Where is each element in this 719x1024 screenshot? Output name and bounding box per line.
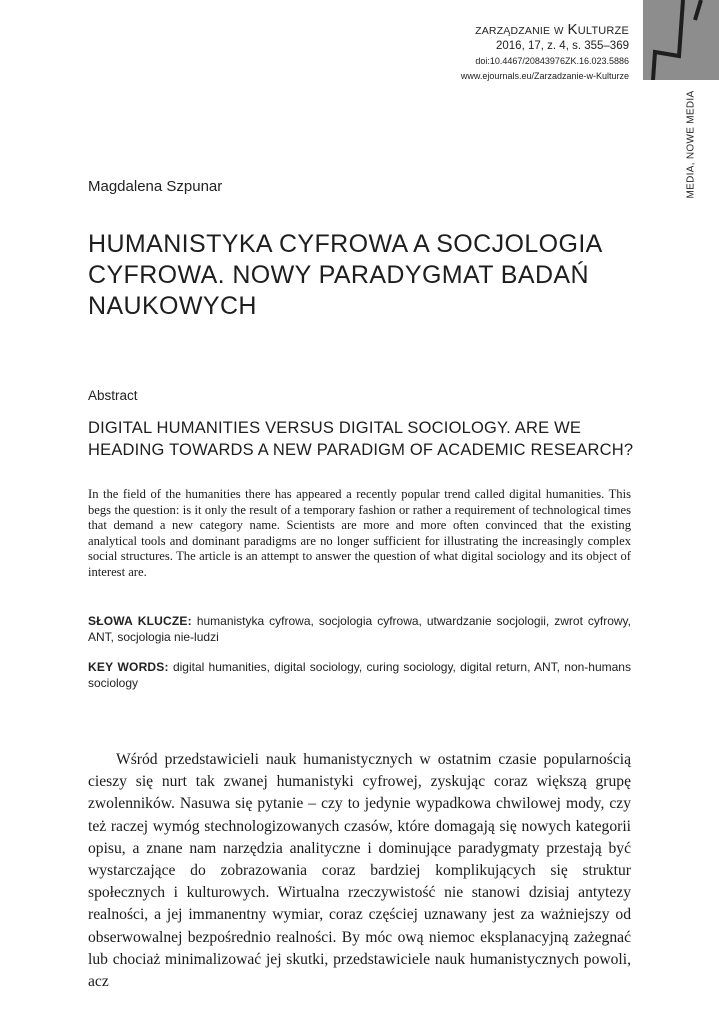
keywords-polish	[88, 613, 631, 645]
section-label-text: MEDIA, NOWE MEDIA	[685, 90, 697, 199]
journal-name-part2: Kulturze	[567, 21, 629, 38]
keywords-polish-text: humanistyka cyfrowa, socjologia cyfrowa, utwardzanie socjologii, zwrot cyfrowy, ANT, socjologia nie-ludzi	[88, 614, 632, 644]
keywords-english-label: KEY WORDS:	[88, 660, 169, 674]
corner-mark-icon	[643, 0, 719, 80]
keywords-english-text: digital humanities, digital sociology, curing sociology, digital return, ANT, non-humans sociology	[88, 660, 631, 690]
journal-name	[461, 22, 629, 39]
journal-name-part1: ZARZĄDZANIE	[475, 25, 551, 37]
keywords-polish-label: SŁOWA KLUCZE:	[88, 614, 192, 628]
abstract-title: DIGITAL HUMANITIES VERSUS DIGITAL SOCIOLOGY. ARE WE HEADING TOWARDS A NEW PARADIGM OF ACADEMIC RESEARCH?	[88, 419, 634, 459]
section-tab	[681, 92, 697, 202]
journal-corner-logo	[643, 0, 719, 80]
abstract-body: In the field of the humanities there has appeared a recently popular trend called digital humanities. This begs the question: is it only the result of a temporary fashion or rather a requirement of technological times that demand a new category name. Scientists are more and more often convinced that the existing analytical tools and dominant paradigms are no longer sufficient for illustrating the increasingly complex social structures. The article is an attempt to answer the question of what digital sociology and its object of interest are.	[88, 487, 631, 579]
abstract-label: Abstract	[88, 388, 138, 403]
journal-name-w: W	[554, 26, 564, 37]
author-name: Magdalena Szpunar	[88, 178, 223, 195]
keywords-english	[88, 659, 631, 691]
journal-url[interactable]: www.ejournals.eu/Zarzadzanie-w-Kulturze	[460, 71, 629, 81]
main-body-paragraph: Wśród przedstawicieli nauk humanistycznych w ostatnim czasie popularnością cieszy się nurt tak zwanej humanistyki cyfrowej, zyskując coraz większą grupę zwolenników. Nasuwa się pytanie – czy to jedynie wypadkowa chwilowej mody, czy też raczej wymóg stechnologizowanych czasów, które domagają się nowych kategorii opisu, a znane nam narzędzia analityczne i dominujące paradygmaty przestają być wystarczające do zobrazowania coraz bardziej komplikujących się struktur społecznych i kulturowych. Wirtualna rzeczywistość nie stanowi dzisiaj antytezy realności, a jej immanentny wymiar, coraz częściej uznawany jest za ważniejszy od obserwowalnej bezpośrednio realności. By móc ową niemoc eksplanacyjną zażegnać lub chociaż minimalizować jej skutki, przedstawiciele nauk humanistycznych powoli, acz	[88, 751, 631, 991]
article-title: HUMANISTYKA CYFROWA A SOCJOLOGIA CYFROWA. NOWY PARADYGMAT BADAŃ NAUKOWYCH	[88, 230, 602, 320]
journal-citation: 2016, 17, z. 4, s. 355–369	[496, 40, 629, 52]
journal-doi[interactable]: doi:10.4467/20843976ZK.16.023.5886	[475, 56, 629, 66]
journal-header	[461, 22, 629, 84]
